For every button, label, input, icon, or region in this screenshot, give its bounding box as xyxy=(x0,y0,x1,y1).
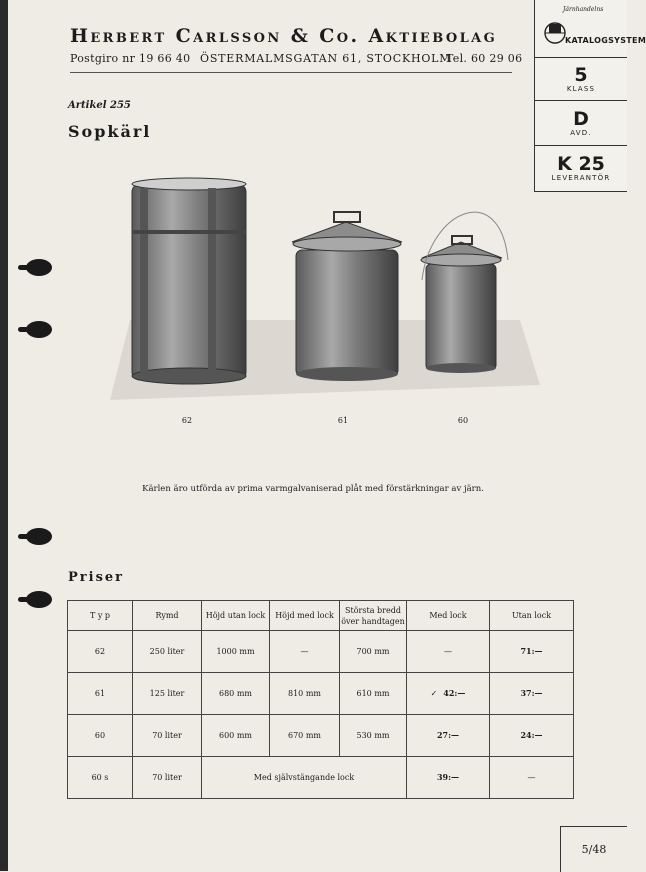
leverantor-value: K 25 xyxy=(557,153,605,175)
cell-width: 700 mm xyxy=(340,631,407,673)
leverantor-cell xyxy=(535,146,627,190)
cell-volume: 70 liter xyxy=(133,757,202,799)
cell-type: 60 xyxy=(68,715,133,757)
header-cell: Rymd xyxy=(133,601,202,631)
cell-width: 530 mm xyxy=(340,715,407,757)
cell-height-no-lid: 600 mm xyxy=(202,715,270,757)
cell-volume: 125 liter xyxy=(133,673,202,715)
klass-label: KLASS xyxy=(566,85,596,93)
cell-width: 610 mm xyxy=(340,673,407,715)
cell-height-lid: — xyxy=(270,631,340,673)
header-cell: Med lock xyxy=(407,601,490,631)
punch-hole xyxy=(26,591,52,608)
cell-price-no-lid: 24:— xyxy=(490,715,574,757)
punch-hole xyxy=(26,259,52,276)
cell-height-no-lid: 680 mm xyxy=(202,673,270,715)
punch-hole xyxy=(26,321,52,338)
header-rule xyxy=(70,72,512,73)
header-cell: Höjd utan lock xyxy=(202,601,270,631)
avd-label: AVD. xyxy=(570,129,592,137)
binder-spine xyxy=(0,0,8,871)
logo-small-text: Järnhandelns xyxy=(563,6,604,13)
header-cell: Största bredd över handtagen xyxy=(340,601,407,631)
cell-type: 60 s xyxy=(68,757,133,799)
bin-60 xyxy=(421,212,508,373)
price-table xyxy=(67,600,574,799)
table-row xyxy=(68,757,574,799)
caption-61: 61 xyxy=(337,416,349,425)
cell-price-no-lid: — xyxy=(490,757,574,799)
klass-value: 5 xyxy=(574,64,588,86)
postgiro: Postgiro nr 19 66 40 xyxy=(70,52,191,65)
logo-main-text: KATALOGSYSTEM xyxy=(565,36,646,45)
caption-60: 60 xyxy=(457,416,469,425)
header-cell: Utan lock xyxy=(490,601,574,631)
checkmark-icon: ✓ xyxy=(430,689,438,698)
description: Kärlen äro utförda av prima varmgalvaniserad plåt med förstärkningar av järn. xyxy=(142,484,484,494)
cell-price-lid: — xyxy=(407,631,490,673)
caption-62: 62 xyxy=(181,416,193,425)
classification-box xyxy=(534,0,646,192)
product-photo xyxy=(110,170,540,410)
prices-heading: Priser xyxy=(68,570,125,585)
cell-type: 62 xyxy=(68,631,133,673)
cell-note: Med självstängande lock xyxy=(202,757,407,799)
table-header-row xyxy=(68,601,574,631)
article-number: Artikel 255 xyxy=(68,100,131,111)
cell-price-lid: 42:— xyxy=(443,688,466,698)
cell-price-no-lid: 71:— xyxy=(490,631,574,673)
table-row xyxy=(68,631,574,673)
header-cell: Höjd med lock xyxy=(270,601,340,631)
avd-value: D xyxy=(573,108,589,130)
header-cell: T y p xyxy=(68,601,133,631)
cell-height-no-lid: 1000 mm xyxy=(202,631,270,673)
cell-volume: 250 liter xyxy=(133,631,202,673)
table-row xyxy=(68,715,574,757)
bin-62 xyxy=(132,178,246,384)
cell-height-lid: 670 mm xyxy=(270,715,340,757)
bin-61 xyxy=(292,212,402,381)
page-number: 5/48 xyxy=(581,843,607,856)
leverantor-label: LEVERANTÖR xyxy=(551,174,611,182)
cell-height-lid: 810 mm xyxy=(270,673,340,715)
product-title: Sopkärl xyxy=(68,122,152,141)
avd-cell xyxy=(535,101,627,146)
cell-price-no-lid: 37:— xyxy=(490,673,574,715)
logo-cell xyxy=(535,0,646,58)
klass-cell xyxy=(535,58,627,101)
address: ÖSTERMALMSGATAN 61, STOCKHOLM xyxy=(200,52,452,65)
cell-type: 61 xyxy=(68,673,133,715)
logo-emblem-icon xyxy=(543,20,567,46)
cell-volume: 70 liter xyxy=(133,715,202,757)
cell-price-lid: 39:— xyxy=(407,757,490,799)
cell-price-lid: 27:— xyxy=(407,715,490,757)
company-name: Herbert Carlsson & Co. Aktiebolag xyxy=(70,25,498,47)
phone: Tel. 60 29 06 xyxy=(446,52,523,65)
cell-price-lid-wrap xyxy=(407,673,490,715)
table-row xyxy=(68,673,574,715)
punch-hole xyxy=(26,528,52,545)
page-number-box xyxy=(560,826,627,872)
